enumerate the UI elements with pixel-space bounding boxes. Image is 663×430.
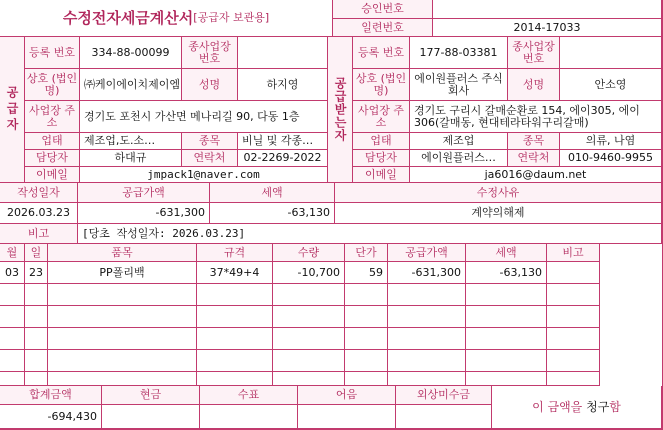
cash-value [102, 405, 200, 429]
item-cell-supply [388, 306, 466, 328]
item-cell-month: 03 [0, 262, 25, 284]
item-cell-day [25, 372, 48, 386]
item-cell-qty: -10,700 [273, 262, 345, 284]
item-header-note: 비고 [547, 244, 600, 262]
supplier-email-label: 이메일 [25, 167, 80, 183]
check-label: 수표 [200, 386, 298, 405]
supplier-ceo-value: 하지영 [238, 69, 328, 101]
buyer-item-label: 종목 [508, 133, 560, 150]
supplier-email-value: jmpack1@naver.com [80, 167, 328, 183]
item-cell-month [0, 306, 25, 328]
item-cell-qty [273, 284, 345, 306]
item-cell-supply: -631,300 [388, 262, 466, 284]
credit-value [396, 405, 492, 429]
buyer-biz-value: 제조업 [410, 133, 508, 150]
claim-word: 청구 [586, 400, 610, 414]
supplier-reg-value: 334-88-00099 [80, 37, 182, 69]
buyer-phone-value: 010-9460-9955 [560, 150, 662, 167]
item-cell-day [25, 284, 48, 306]
item-cell-note [547, 372, 600, 386]
date-value: 2026.03.23 [0, 203, 78, 224]
item-cell-day: 23 [25, 262, 48, 284]
supplier-manager-value: 하대규 [80, 150, 182, 167]
buyer-email-label: 이메일 [353, 167, 410, 183]
item-cell-unit-price [345, 284, 388, 306]
note-value: [당초 작성일자: 2026.03.23] [78, 224, 662, 244]
buyer-sub-value [560, 37, 662, 69]
supply-value: -631,300 [78, 203, 210, 224]
item-cell-spec [197, 306, 273, 328]
claim-suffix: 함 [609, 400, 621, 414]
item-cell-tax [466, 306, 547, 328]
total-value: -694,430 [0, 405, 102, 429]
item-cell-qty [273, 372, 345, 386]
reason-value: 계약의해제 [335, 203, 662, 224]
cash-label: 현금 [102, 386, 200, 405]
item-cell-product [48, 306, 197, 328]
approval-value [433, 0, 662, 19]
serial-value: 2014-17033 [433, 19, 662, 37]
item-cell-unit-price [345, 372, 388, 386]
item-cell-month [0, 372, 25, 386]
title-text: 수정전자세금계산서 [62, 9, 194, 27]
item-cell-qty [273, 306, 345, 328]
item-cell-unit-price: 59 [345, 262, 388, 284]
item-cell-unit-price [345, 306, 388, 328]
item-header-month: 월 [0, 244, 25, 262]
item-cell-tax [466, 284, 547, 306]
item-cell-day [25, 328, 48, 350]
item-cell-supply [388, 372, 466, 386]
item-cell-day [25, 350, 48, 372]
buyer-ceo-label: 성명 [508, 69, 560, 101]
item-cell-product: PP폴리백 [48, 262, 197, 284]
buyer-ceo-value: 안소영 [560, 69, 662, 101]
supplier-biz-value: 제조업,도.소… [80, 133, 182, 150]
item-header-spec: 규격 [197, 244, 273, 262]
credit-label: 외상미수금 [396, 386, 492, 405]
bill-label: 어음 [298, 386, 396, 405]
note-label: 비고 [0, 224, 78, 244]
item-cell-product [48, 328, 197, 350]
item-header-unit-price: 단가 [345, 244, 388, 262]
supplier-sub-value [238, 37, 328, 69]
total-label: 합계금액 [0, 386, 102, 405]
buyer-reg-value: 177-88-03381 [410, 37, 508, 69]
item-cell-month [0, 284, 25, 306]
buyer-email-value: ja6016@daum.net [410, 167, 662, 183]
supplier-reg-label: 등록 번호 [25, 37, 80, 69]
supplier-sub-label: 종사업장 번호 [182, 37, 238, 69]
title-suffix: [공급자 보관용] [193, 11, 270, 24]
invoice-title [0, 0, 333, 37]
item-cell-spec [197, 328, 273, 350]
supplier-item-label: 종목 [182, 133, 238, 150]
item-cell-month [0, 350, 25, 372]
item-cell-supply [388, 350, 466, 372]
item-cell-spec [197, 350, 273, 372]
tax-value: -63,130 [210, 203, 335, 224]
item-cell-tax [466, 328, 547, 350]
item-cell-note [547, 306, 600, 328]
item-cell-tax [466, 372, 547, 386]
supplier-phone-value: 02-2269-2022 [238, 150, 328, 167]
item-cell-qty [273, 328, 345, 350]
buyer-manager-value: 에이원플러스… [410, 150, 508, 167]
item-cell-spec: 37*49+4 [197, 262, 273, 284]
item-cell-note [547, 328, 600, 350]
bill-value [298, 405, 396, 429]
buyer-addr-label: 사업장 주소 [353, 101, 410, 133]
supplier-manager-label: 담당자 [25, 150, 80, 167]
supplier-name-label: 상호 (법인명) [25, 69, 80, 101]
item-cell-supply [388, 284, 466, 306]
supplier-biz-label: 업태 [25, 133, 80, 150]
item-cell-tax: -63,130 [466, 262, 547, 284]
date-label: 작성일자 [0, 183, 78, 203]
item-cell-day [25, 306, 48, 328]
supplier-addr-value: 경기도 포천시 가산면 메나리길 90, 다동 1층 [80, 101, 328, 133]
item-header-tax: 세액 [466, 244, 547, 262]
supplier-phone-label: 연락처 [182, 150, 238, 167]
buyer-side-label: 공급받는자 [328, 37, 353, 183]
item-cell-spec [197, 372, 273, 386]
item-cell-month [0, 328, 25, 350]
item-cell-product [48, 372, 197, 386]
buyer-name-value: 에이원플러스 주식회사 [410, 69, 508, 101]
item-cell-product [48, 284, 197, 306]
item-cell-unit-price [345, 350, 388, 372]
item-cell-note [547, 350, 600, 372]
buyer-manager-label: 담당자 [353, 150, 410, 167]
supplier-name-value: ㈜케이에이치제이엠 [80, 69, 182, 101]
supplier-side-label: 공급자 [0, 37, 25, 183]
approval-label: 승인번호 [333, 0, 433, 19]
item-cell-product [48, 350, 197, 372]
buyer-sub-label: 종사업장 번호 [508, 37, 560, 69]
buyer-item-value: 의류, 나염 [560, 133, 662, 150]
supplier-item-value: 비닐 및 각종… [238, 133, 328, 150]
buyer-phone-label: 연락처 [508, 150, 560, 167]
claim-statement [492, 386, 662, 429]
item-cell-note [547, 284, 600, 306]
item-header-supply: 공급가액 [388, 244, 466, 262]
buyer-name-label: 상호 (법인명) [353, 69, 410, 101]
item-cell-supply [388, 328, 466, 350]
tax-label: 세액 [210, 183, 335, 203]
buyer-addr-value: 경기도 구리시 갈매순환로 154, 에이305, 에이306(갈매동, 현대테라타워구리갈매) [410, 101, 662, 133]
item-header-product: 품목 [48, 244, 197, 262]
supplier-addr-label: 사업장 주소 [25, 101, 80, 133]
item-cell-qty [273, 350, 345, 372]
item-cell-note [547, 262, 600, 284]
buyer-reg-label: 등록 번호 [353, 37, 410, 69]
item-cell-tax [466, 350, 547, 372]
claim-prefix: 이 금액을 [532, 400, 583, 414]
item-header-qty: 수량 [273, 244, 345, 262]
item-cell-spec [197, 284, 273, 306]
buyer-biz-label: 업태 [353, 133, 410, 150]
item-cell-unit-price [345, 328, 388, 350]
supply-label: 공급가액 [78, 183, 210, 203]
reason-label: 수정사유 [335, 183, 662, 203]
item-header-day: 일 [25, 244, 48, 262]
supplier-ceo-label: 성명 [182, 69, 238, 101]
check-value [200, 405, 298, 429]
serial-label: 일련번호 [333, 19, 433, 37]
